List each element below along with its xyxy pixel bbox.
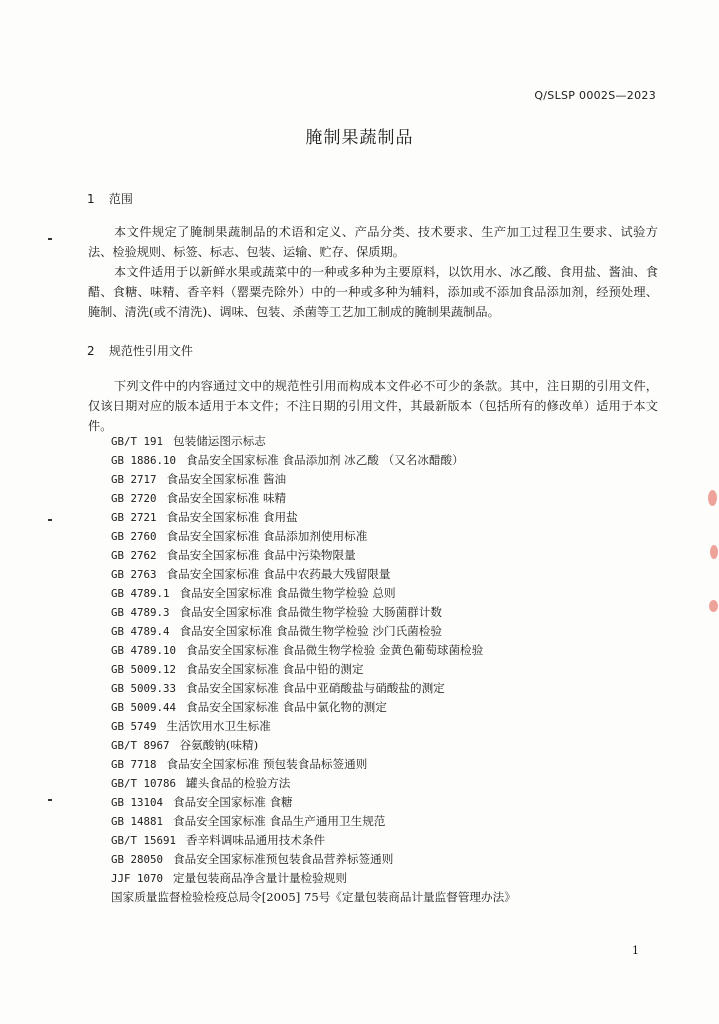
reference-title: 食品安全国家标准 食品微生物学检验 沙门氏菌检验 <box>179 624 442 638</box>
reference-title: 食品安全国家标准 食品生产通用卫生规范 <box>173 814 386 828</box>
reference-item <box>111 755 516 774</box>
reference-title: 食品安全国家标准 食品中亚硝酸盐与硝酸盐的测定 <box>186 681 445 695</box>
reference-title: 谷氨酸钠(味精) <box>179 738 259 752</box>
reference-code: GB 5749 <box>111 720 157 733</box>
section-2-title: 规范性引用文件 <box>108 344 193 358</box>
reference-item <box>111 831 516 850</box>
reference-title: 食品安全国家标准 食品中氯化物的测定 <box>186 700 387 714</box>
reference-code: GB 4789.4 <box>111 625 170 638</box>
reference-title: 食品安全国家标准 食用盐 <box>166 510 298 524</box>
reference-item <box>111 812 516 831</box>
reference-title: 食品安全国家标准 食糖 <box>173 795 293 809</box>
section-2-heading <box>87 342 193 359</box>
section-1-heading <box>87 190 133 207</box>
reference-item <box>111 603 516 622</box>
reference-title: 定量包装商品净含量计量检验规则 <box>173 871 347 885</box>
section-1-number: 1 <box>87 192 95 206</box>
reference-item <box>111 850 516 869</box>
scan-mark <box>48 238 52 240</box>
section-2-number: 2 <box>87 344 95 358</box>
reference-title: 生活饮用水卫生标准 <box>166 719 271 733</box>
reference-item <box>111 717 516 736</box>
reference-code: GB 13104 <box>111 796 164 809</box>
section-1-title: 范围 <box>108 192 133 206</box>
reference-code: GB 2717 <box>111 473 157 486</box>
reference-item <box>111 508 516 527</box>
reference-code: GB 5009.44 <box>111 701 177 714</box>
reference-item <box>111 470 516 489</box>
reference-title: 罐头食品的检验方法 <box>186 776 291 790</box>
reference-title: 香辛料调味品通用技术条件 <box>186 833 326 847</box>
reference-code: GB 2720 <box>111 492 157 505</box>
reference-code: GB 7718 <box>111 758 157 771</box>
reference-item <box>111 736 516 755</box>
reference-title: 食品安全国家标准 食品中农药最大残留限量 <box>166 567 391 581</box>
reference-code: GB 5009.12 <box>111 663 177 676</box>
reference-code: GB/T 10786 <box>111 777 177 790</box>
reference-item <box>111 641 516 660</box>
reference-title: 食品安全国家标准 食品添加剂 冰乙酸 （又名冰醋酸） <box>186 453 464 467</box>
reference-title: 食品安全国家标准 食品微生物学检验 金黄色葡萄球菌检验 <box>186 643 484 657</box>
scan-mark <box>48 519 52 521</box>
reference-item <box>111 546 516 565</box>
scope-paragraph-2: 本文件适用于以新鲜水果或蔬菜中的一种或多种为主要原料，以饮用水、冰乙酸、食用盐、酱油、食醋、食糖、味精、香辛料（罂粟壳除外）中的一种或多种为辅料，添加或不添加食品添加剂，经预处理、腌制、清洗(或不清洗)、调味、包装、杀菌等工艺加工制成的腌制果蔬制品。 <box>88 265 658 319</box>
reference-item <box>111 565 516 584</box>
reference-code: GB 1886.10 <box>111 454 177 467</box>
reference-code: GB 2763 <box>111 568 157 581</box>
reference-code: GB 2762 <box>111 549 157 562</box>
scope-paragraph-1: 本文件规定了腌制果蔬制品的术语和定义、产品分类、技术要求、生产加工过程卫生要求、试验方法、检验规则、标签、标志、包装、运输、贮存、保质期。 <box>88 225 658 259</box>
reference-code: GB/T 191 <box>111 435 164 448</box>
reference-title: 食品安全国家标准 预包装食品标签通则 <box>166 757 368 771</box>
reference-item <box>111 869 516 888</box>
red-stamp-fragment <box>709 600 718 612</box>
reference-title: 食品安全国家标准预包装食品营养标签通则 <box>173 852 394 866</box>
reference-item <box>111 584 516 603</box>
reference-code: GB 2760 <box>111 530 157 543</box>
reference-item <box>111 489 516 508</box>
reference-title: 食品安全国家标准 食品中铅的测定 <box>186 662 364 676</box>
reference-code: JJF 1070 <box>111 872 164 885</box>
reference-code: GB/T 8967 <box>111 739 170 752</box>
reference-item <box>111 622 516 641</box>
standard-code: Q/SLSP 0002S—2023 <box>534 89 656 102</box>
red-stamp-fragment <box>710 545 718 559</box>
reference-item <box>111 793 516 812</box>
reference-code: GB 4789.3 <box>111 606 170 619</box>
reference-item <box>111 451 516 470</box>
reference-item <box>111 660 516 679</box>
reference-title: 食品安全国家标准 食品中污染物限量 <box>166 548 356 562</box>
reference-code: GB 5009.33 <box>111 682 177 695</box>
reference-item <box>111 432 516 451</box>
reference-code: GB 4789.1 <box>111 587 170 600</box>
scan-mark <box>48 799 52 801</box>
reference-code: GB 4789.10 <box>111 644 177 657</box>
reference-title: 食品安全国家标准 酱油 <box>166 472 287 486</box>
red-stamp-fragment <box>708 490 717 506</box>
reference-code: GB 2721 <box>111 511 157 524</box>
reference-title: 食品安全国家标准 食品微生物学检验 大肠菌群计数 <box>179 605 442 619</box>
page-number: 1 <box>632 944 639 957</box>
reference-item <box>111 679 516 698</box>
reference-code: GB 14881 <box>111 815 164 828</box>
reference-title: 食品安全国家标准 食品微生物学检验 总则 <box>179 586 396 600</box>
reference-item <box>111 698 516 717</box>
reference-code: GB 28050 <box>111 853 164 866</box>
normative-intro-paragraph: 下列文件中的内容通过文中的规范性引用而构成本文件必不可少的条款。其中，注日期的引用文件，仅该日期对应的版本适用于本文件；不注日期的引用文件，其最新版本（包括所有的修改单）适用于本文件。 <box>88 379 658 433</box>
document-title: 腌制果蔬制品 <box>305 128 414 148</box>
reference-title: 国家质量监督检验检疫总局令[2005] 75号《定量包装商品计量监督管理办法》 <box>111 890 516 904</box>
reference-title: 食品安全国家标准 味精 <box>166 491 287 505</box>
reference-list <box>111 432 516 907</box>
reference-item <box>111 527 516 546</box>
reference-item <box>111 888 516 907</box>
reference-code: GB/T 15691 <box>111 834 177 847</box>
reference-title: 包装储运图示标志 <box>173 434 266 448</box>
reference-item <box>111 774 516 793</box>
reference-title: 食品安全国家标准 食品添加剂使用标准 <box>166 529 368 543</box>
